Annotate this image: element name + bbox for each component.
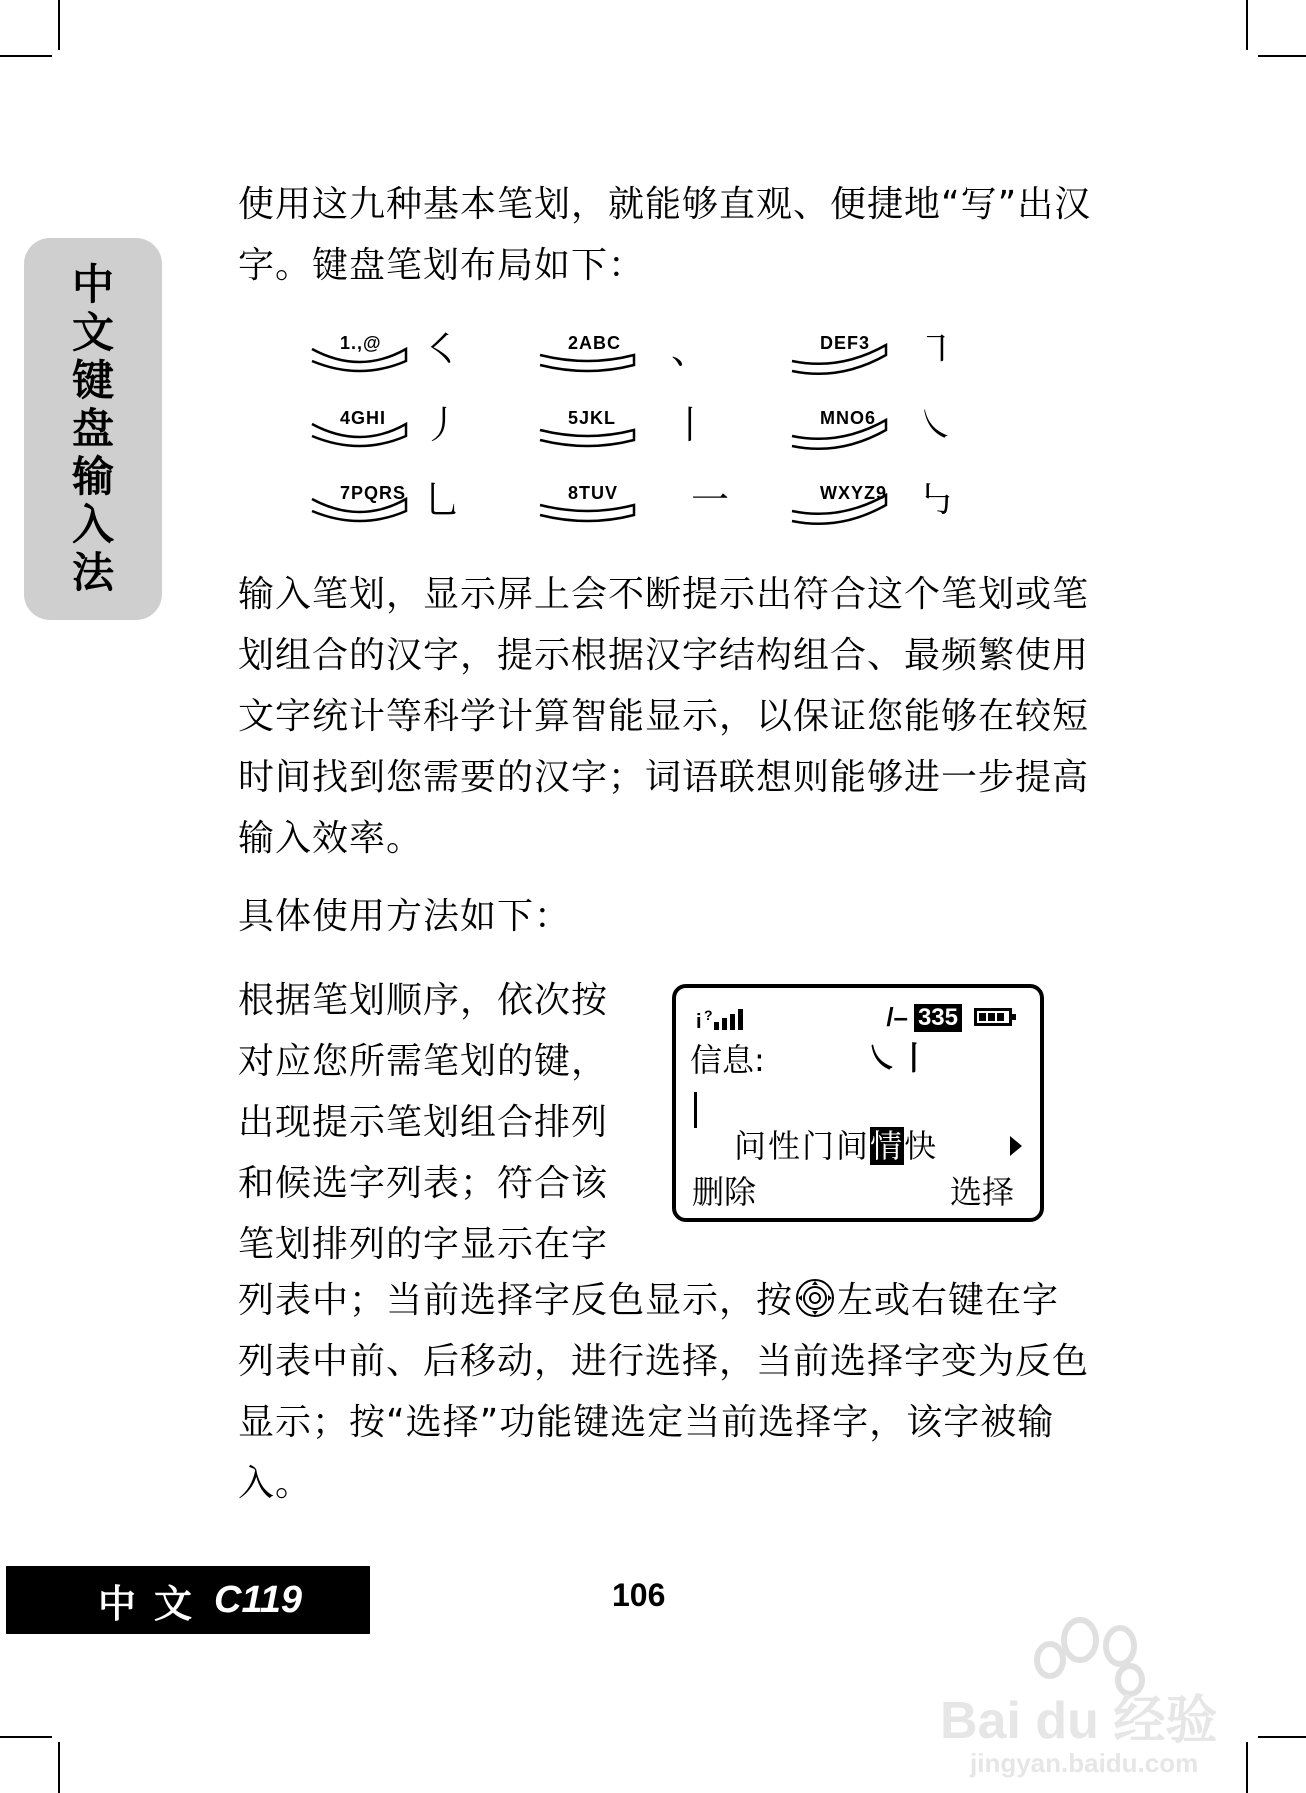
steps-paragraph: 根据笔划顺序，依次按对应您所需笔划的键，出现提示笔划组合排列和候选字列表；符合该笔划排列的字显示在字	[238, 980, 609, 1265]
phone-key-8	[538, 475, 638, 529]
key-label: MNO6	[820, 408, 877, 428]
side-tab-char: 输	[71, 452, 114, 501]
stroke-glyph: 一	[690, 478, 729, 522]
candidate-char[interactable]: 性	[768, 1127, 803, 1165]
phone-key-3	[790, 325, 890, 379]
phone-key-9	[790, 475, 890, 529]
left-softkey[interactable]: 删除	[692, 1173, 757, 1211]
stroke-glyph: 丿	[422, 403, 461, 447]
phone-key-4	[310, 400, 410, 454]
candidate-char[interactable]: 问	[734, 1127, 769, 1165]
phone-screen-mockup	[672, 984, 1044, 1222]
page-number: 106	[612, 1577, 666, 1613]
key-label: 8TUV	[568, 483, 619, 503]
key-label: 1.,@	[340, 333, 382, 353]
footer-title-bar	[6, 1566, 370, 1634]
candidate-char[interactable]: 间	[836, 1127, 871, 1165]
crop-mark	[0, 1736, 52, 1738]
stroke-glyph: ㇏	[916, 403, 955, 447]
phone-key-1	[310, 325, 410, 379]
key-label: 2ABC	[568, 333, 622, 353]
text-cursor	[694, 1092, 697, 1128]
crop-mark	[1258, 1736, 1306, 1738]
footer-model: C119	[214, 1578, 303, 1621]
method-title: 具体使用方法如下：	[238, 896, 572, 937]
side-tab-char: 盘	[71, 404, 114, 453]
key-label: 7PQRS	[340, 483, 407, 503]
input-mode-indicator: /–	[886, 1002, 908, 1032]
key-label: 4GHI	[340, 408, 387, 428]
intro-paragraph: 使用这九种基本笔划，就能够直观、便捷地“写”出汉字。键盘笔划布局如下：	[238, 184, 1092, 286]
signal-strength-icon	[696, 1006, 752, 1032]
stroke-glyph: 丨	[670, 403, 709, 447]
battery-icon	[974, 1008, 1012, 1026]
char-counter: 335	[914, 1004, 962, 1032]
input-strokes: ㇏丨	[866, 1039, 931, 1077]
chapter-side-tab	[24, 238, 162, 620]
crop-mark	[58, 1742, 60, 1793]
stroke-glyph: 乚	[422, 478, 461, 522]
candidate-char[interactable]: 快	[904, 1127, 939, 1165]
steps-text-before-icon: 列表中；当前选择字反色显示，按	[238, 1280, 794, 1321]
right-softkey[interactable]: 选择	[949, 1173, 1014, 1211]
side-tab-char: 入	[71, 500, 114, 549]
side-tab-char: 中	[71, 260, 114, 309]
key-label: 5JKL	[568, 408, 617, 428]
phone-key-6	[790, 400, 890, 454]
candidate-char-selected[interactable]: 情	[870, 1127, 905, 1165]
explain-paragraph: 输入笔划，显示屏上会不断提示出符合这个笔划或笔划组合的汉字，提示根据汉字结构组合、最频繁使用文字统计等科学计算智能显示，以保证您能够在较短时间找到您需要的汉字；词语联想则能够进一步提高输入效率。	[238, 574, 1090, 859]
crop-mark	[1246, 1742, 1248, 1793]
candidate-char[interactable]: 门	[802, 1127, 837, 1165]
candidate-list	[734, 1126, 938, 1166]
steps-continued-paragraph	[238, 1270, 1094, 1514]
side-tab-char: 文	[71, 308, 114, 357]
field-label: 信息:	[690, 1041, 765, 1079]
crop-mark	[0, 55, 52, 57]
keypad-stroke-layout	[310, 315, 960, 540]
side-tab-char: 键	[71, 356, 114, 405]
footer-language: 中文	[98, 1581, 211, 1626]
steps-text-after-icon: 左或右键在字列表中前、后移动，进行选择，当前选择字变为反色显示；按“选择”功能键选定当前选择字，该字被输入。	[238, 1280, 1090, 1504]
phone-key-7	[310, 475, 410, 529]
stroke-glyph: 、	[670, 328, 709, 372]
crop-mark	[1258, 55, 1306, 57]
crop-mark	[1246, 0, 1248, 50]
stroke-glyph: ㇉	[916, 478, 955, 522]
watermark-url: jingyan.baidu.com	[970, 1748, 1199, 1778]
phone-key-5	[538, 400, 638, 454]
phone-key-2	[538, 325, 638, 379]
svg-text:i: i	[696, 1011, 702, 1032]
watermark-brand: Bai du 经验	[940, 1692, 1218, 1750]
key-label: WXYZ9	[820, 483, 888, 503]
side-tab-char: 法	[71, 548, 114, 597]
svg-text:?: ?	[704, 1007, 713, 1023]
baidu-watermark	[930, 1600, 1230, 1780]
key-label: DEF3	[820, 333, 871, 353]
navigation-key-icon	[795, 1278, 835, 1318]
stroke-glyph: ㇛	[422, 328, 461, 372]
stroke-glyph: ㇕	[916, 328, 955, 372]
scroll-right-arrow-icon	[1010, 1136, 1022, 1156]
crop-mark	[58, 0, 60, 50]
